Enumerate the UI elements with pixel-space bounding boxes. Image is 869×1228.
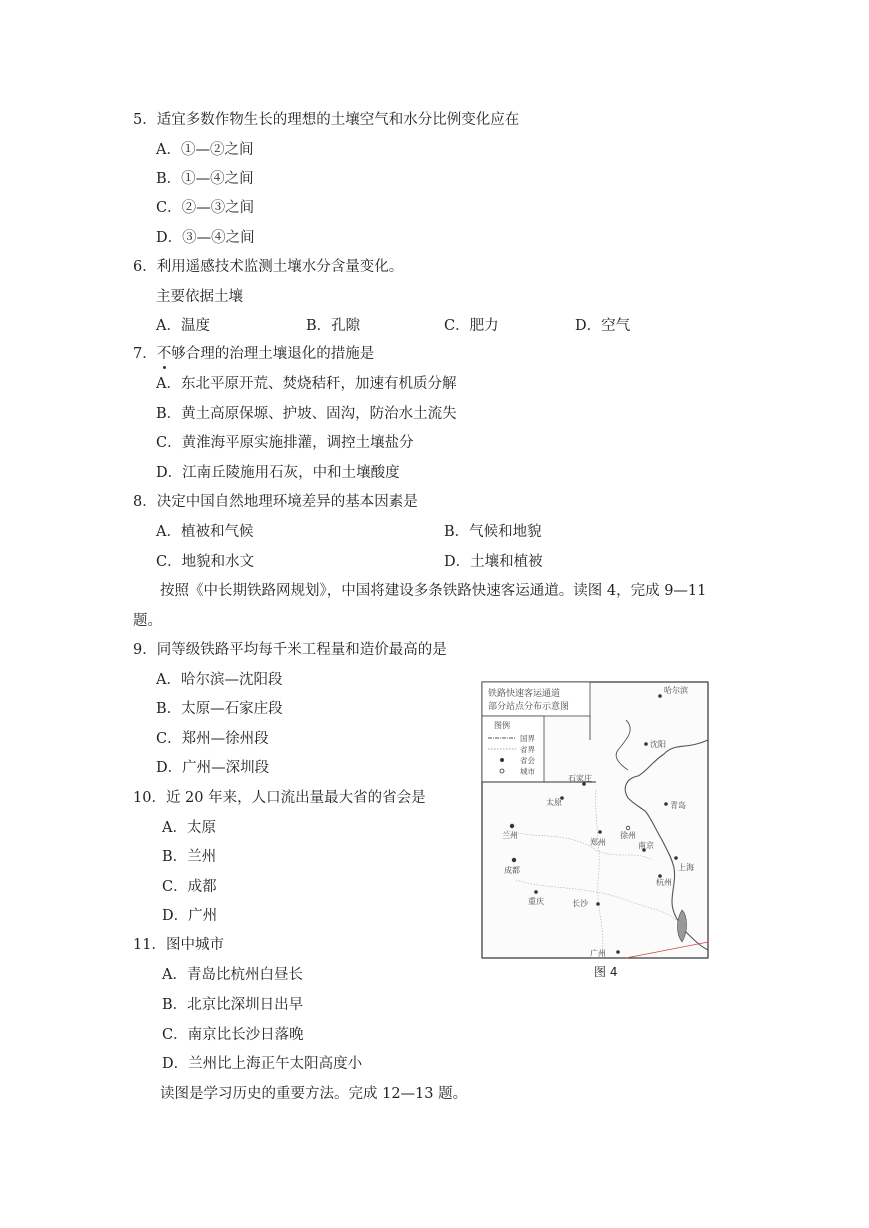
map-title-line-1: 铁路快速客运通道	[488, 689, 561, 699]
question-9-option-b: B．太原—石家庄段	[156, 701, 283, 717]
question-11-option-b: B．北京比深圳日出早	[162, 997, 304, 1013]
city-chongqing-label: 重庆	[528, 897, 544, 906]
question-10-option-c: C．成都	[162, 879, 217, 895]
city-shenyang-dot	[644, 742, 648, 746]
city-changsha-dot	[596, 902, 600, 906]
city-chengdu-label: 成都	[504, 866, 520, 875]
city-qingdao-label: 青岛	[670, 801, 686, 810]
question-6-stem: 6．利用遥感技术监测土壤水分含量变化。	[133, 259, 404, 275]
question-8-option-a: A．植被和气候	[156, 524, 254, 540]
question-6-stem-continued: 主要依据土壤	[156, 289, 243, 305]
question-8-option-c: C．地貌和水文	[156, 554, 255, 570]
city-harbin-dot	[658, 694, 662, 698]
question-7-option-d: D．江南丘陵施用石灰，中和土壤酸度	[156, 465, 400, 481]
city-qingdao-dot	[664, 802, 668, 806]
question-7-option-c: C．黄淮海平原实施排灌，调控土壤盐分	[156, 435, 414, 451]
map-caption: 图 4	[594, 965, 618, 979]
city-chongqing-dot	[534, 890, 538, 894]
question-9-option-d: D．广州—深圳段	[156, 760, 270, 776]
legend-item-border: 国界	[520, 734, 535, 743]
city-lanzhou-label: 兰州	[502, 831, 518, 840]
question-7-option-b: B．黄土高原保塬、护坡、固沟，防治水土流失	[156, 406, 457, 422]
city-shanghai-label: 上海	[678, 863, 694, 872]
question-6-option-c: C．肥力	[444, 318, 499, 334]
intro-paragraph-history: 读图是学习历史的重要方法。完成 12—13 题。	[160, 1086, 468, 1102]
question-7-stem	[133, 345, 374, 363]
city-taiyuan-label: 太原	[546, 798, 562, 807]
city-xuzhou-label: 徐州	[620, 831, 636, 840]
question-8-option-b: B．气候和地貌	[444, 524, 542, 540]
question-10-option-a: A．太原	[162, 820, 216, 836]
city-lanzhou-dot	[510, 824, 514, 828]
legend-item-city: 城市	[520, 767, 535, 776]
question-5-option-a: A．①—②之间	[156, 142, 254, 158]
city-nanjing-label: 南京	[638, 841, 654, 850]
question-5-stem: 5．适宜多数作物生长的理想的土壤空气和水分比例变化应在	[133, 112, 520, 128]
legend-title: 图例	[494, 721, 510, 730]
city-hangzhou-label: 杭州	[656, 878, 672, 887]
legend-item-capital: 省会	[520, 756, 535, 765]
city-taiyuan	[546, 796, 564, 807]
intro-paragraph-line-2: 题。	[133, 613, 162, 629]
question-9-stem: 9．同等级铁路平均每千米工程量和造价最高的是	[133, 642, 447, 658]
question-11-option-a: A．青岛比杭州白昼长	[162, 967, 303, 983]
question-7-option-a: A．东北平原开荒、焚烧秸秆，加速有机质分解	[156, 376, 457, 392]
question-5-option-b: B．①—④之间	[156, 171, 254, 187]
city-shenyang-label: 沈阳	[650, 740, 666, 749]
railway-map-figure	[476, 680, 712, 966]
question-7-number: 7．	[133, 346, 157, 362]
question-6-option-d: D．空气	[575, 318, 631, 334]
question-10-option-d: D．广州	[162, 908, 218, 924]
question-11-stem: 11．图中城市	[133, 937, 224, 953]
city-chengdu-dot	[512, 858, 516, 862]
question-9-option-a: A．哈尔滨—沈阳段	[156, 672, 283, 688]
question-11-option-d: D．兰州比上海正午太阳高度小	[162, 1056, 363, 1072]
city-guangzhou-dot	[616, 950, 620, 954]
map-title-line-2: 部分站点分布示意图	[488, 702, 570, 712]
question-7-emphasis-mark: 不	[156, 346, 172, 362]
legend-item-province: 省界	[520, 745, 535, 754]
city-changsha-label: 长沙	[572, 899, 588, 908]
city-zhengzhou-label: 郑州	[590, 838, 606, 847]
question-8-option-d: D．土壤和植被	[444, 554, 543, 570]
question-10-stem: 10．近 20 年来，人口流出量最大省的省会是	[133, 790, 426, 806]
legend-capital-symbol	[500, 758, 504, 762]
question-6-option-b: B．孔隙	[306, 318, 361, 334]
question-11-option-c: C．南京比长沙日落晚	[162, 1027, 304, 1043]
question-10-option-b: B．兰州	[162, 849, 217, 865]
question-8-stem: 8．决定中国自然地理环境差异的基本因素是	[133, 494, 418, 510]
city-harbin-label: 哈尔滨	[664, 686, 688, 695]
question-7-stem-text: 够合理的治理土壤退化的措施是	[171, 346, 375, 362]
question-9-option-c: C．郑州—徐州段	[156, 731, 269, 747]
city-guangzhou-label: 广州	[590, 949, 606, 958]
city-shanghai-dot	[674, 856, 678, 860]
question-6-option-a: A．温度	[156, 318, 210, 334]
question-5-option-d: D．③—④之间	[156, 230, 255, 246]
city-shijiazhuang-label: 石家庄	[568, 774, 592, 783]
question-5-option-c: C．②—③之间	[156, 200, 255, 216]
intro-paragraph-line-1: 按照《中长期铁路网规划》，中国将建设多条铁路快速客运通道。读图 4，完成 9—11	[160, 583, 707, 599]
city-zhengzhou-dot	[598, 830, 602, 834]
